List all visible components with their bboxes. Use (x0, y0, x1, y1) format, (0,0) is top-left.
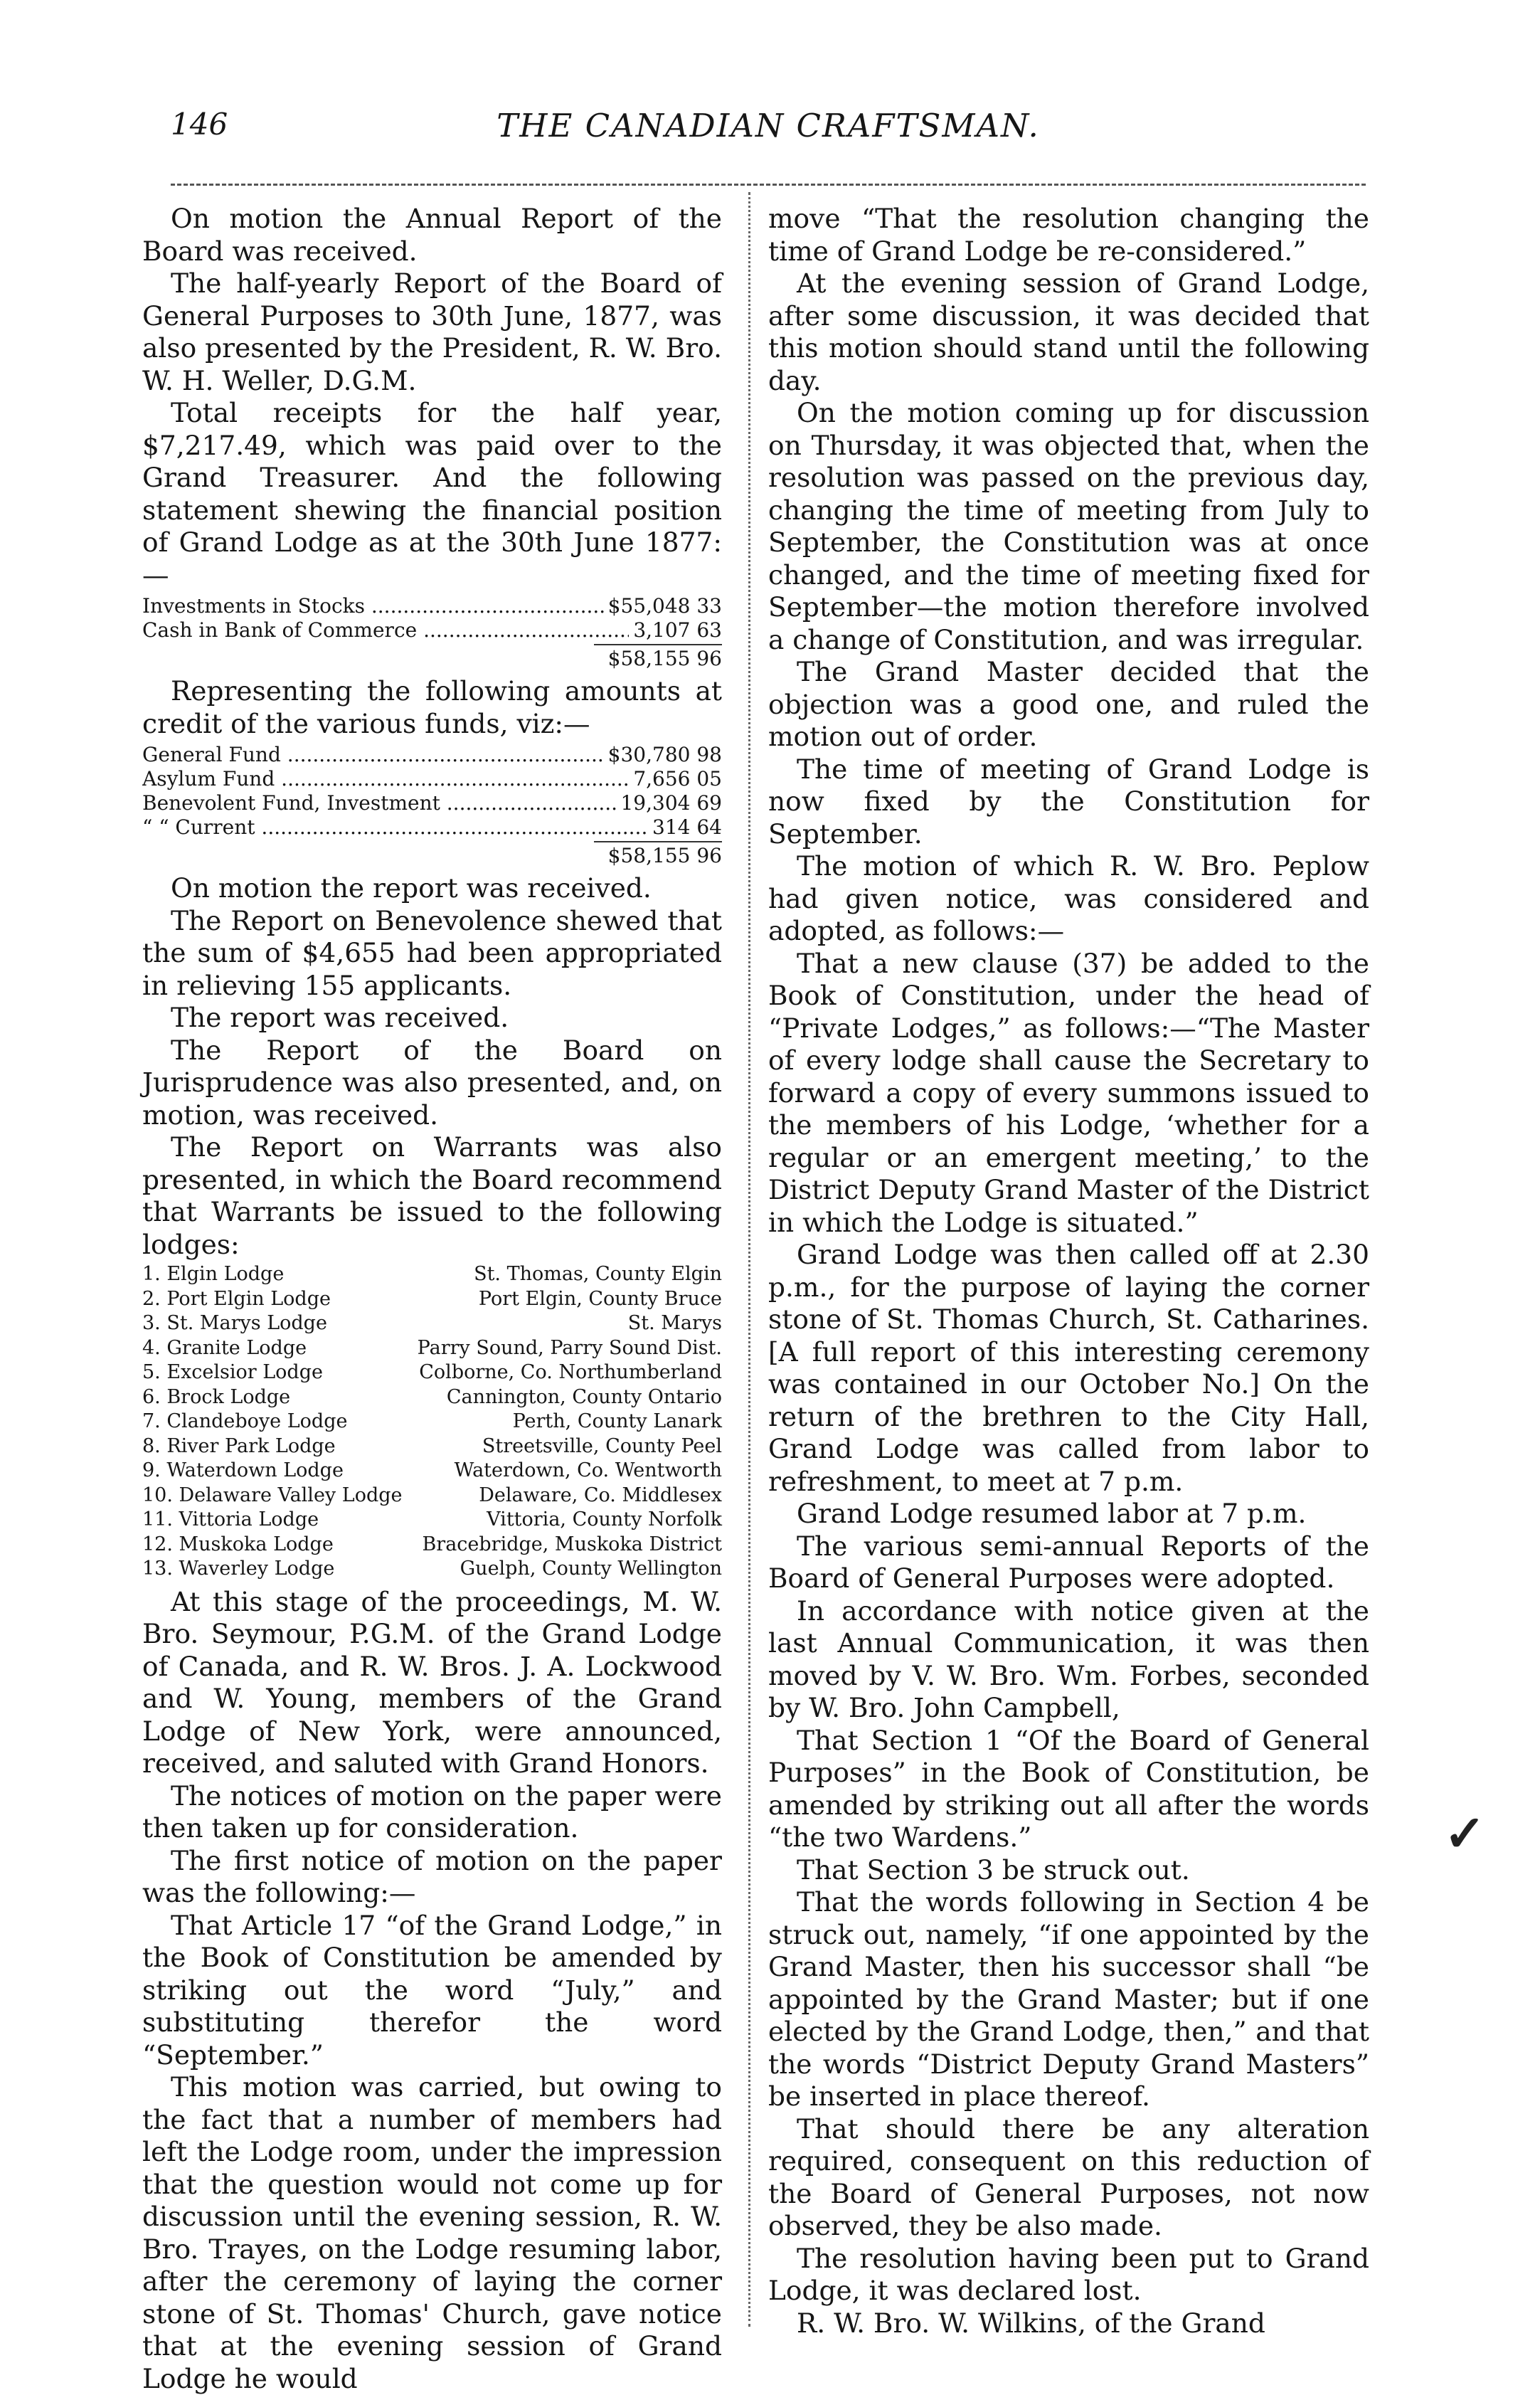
statement-row (142, 743, 722, 767)
statement-value: 3,107 63 (633, 618, 722, 642)
page-number: 146 (171, 107, 228, 142)
paragraph: That the words following in Section 4 be struck out, namely, “if one appointed by the Grand Master, then his successor shall “be appointed by the Grand Master; but if one elected by the Grand Lodge, then,” and that the words “District Deputy Grand Masters” be inserted in place thereof. (768, 1886, 1369, 2112)
list-item (142, 1262, 722, 1287)
paragraph: That a new clause (37) be added to the Book of Constitution, under the head of “Private Lodges,” as follows:—“The Master of every lodge shall cause the Secretary to forward a copy of every summons issued to the members of his Lodge, ‘whether for a regular or an emergent meeting,’ to the District Deputy Grand Master of the District in which the Lodge is situated.” (768, 947, 1369, 1238)
statement-value: $30,780 98 (607, 743, 722, 766)
paragraph: This motion was carried, but owing to the fact that a number of members had left the Lodge room, under the impression that the question would not come up for discussion until the evening session, R. W. Bro. Trayes, on the Lodge resuming labor, after the ceremony of laying the corner stone of St. Thomas' Church, gave notice that at the evening session of Grand Lodge he would (142, 2071, 722, 2394)
lodge-place: St. Marys (627, 1312, 722, 1334)
paragraph: At this stage of the proceedings, M. W. Bro. Seymour, P.G.M. of the Grand Lodge of Canada, and R. W. Bros. J. A. Lockwood and W. Young, members of the Grand Lodge of New York, were announced, received, and saluted with Grand Honors. (142, 1585, 722, 1779)
list-item (142, 1484, 722, 1508)
lodge-place: Guelph, County Wellington (460, 1558, 722, 1580)
paragraph: That Article 17 “of the Grand Lodge,” in the Book of Constitution be amended by striking out the word “July,” and substituting therefor the word “September.” (142, 1909, 722, 2071)
paragraph: That Section 1 “Of the Board of General Purposes” in the Book of Constitution, be amended by striking out all after the words “the two Wardens.” (768, 1724, 1369, 1853)
sum-rule (594, 841, 722, 842)
column-divider (748, 192, 750, 2327)
paragraph: The report was received. (171, 1002, 509, 1033)
paragraph: Grand Lodge resumed labor at 7 p.m. (797, 1498, 1307, 1529)
list-item (142, 1336, 722, 1361)
lodge-name: 10. Delaware Valley Lodge (142, 1484, 403, 1506)
statement-value: 314 64 (652, 815, 722, 839)
statement-total: $58,155 96 (607, 844, 722, 867)
lodge-list (142, 1262, 722, 1582)
paragraph: That should there be any alteration required, consequent on this reduction of the Board of General Purposes, not now observed, they be also made. (768, 2113, 1369, 2241)
statement-row (142, 815, 722, 840)
header-rule (171, 184, 1366, 186)
lodge-place: Streetsville, County Peel (482, 1434, 722, 1457)
lodge-name: 1. Elgin Lodge (142, 1263, 285, 1285)
list-item (142, 1434, 722, 1459)
paragraph: The resolution having been put to Grand Lodge, it was declared lost. (768, 2242, 1369, 2306)
lodge-place: Waterdown, Co. Wentworth (454, 1459, 722, 1481)
paragraph: On motion the report was received. (171, 872, 652, 904)
list-item (142, 1533, 722, 1558)
lodge-place: Bracebridge, Muskoka District (422, 1533, 722, 1555)
lodge-place: Delaware, Co. Middlesex (479, 1484, 722, 1506)
list-item (142, 1311, 722, 1336)
lodge-name: 8. River Park Lodge (142, 1434, 336, 1457)
statement-label: General Fund ..... (142, 743, 604, 767)
paragraph: In accordance with notice given at the last Annual Communication, it was then moved by V. W. Bro. Wm. Forbes, seconded by W. Bro. John Campbell, (768, 1595, 1369, 1723)
paragraph: R. W. Bro. W. Wilkins, of the Grand (797, 2307, 1265, 2339)
lodge-place: Parry Sound, Parry Sound Dist. (417, 1336, 722, 1359)
lodge-name: 2. Port Elgin Lodge (142, 1287, 331, 1310)
statement-row (142, 594, 722, 618)
lodge-name: 12. Muskoka Lodge (142, 1533, 334, 1555)
list-item (142, 1360, 722, 1385)
paragraph: Total receipts for the half year, $7,217.49, which was paid over to the Grand Treasurer. And the following statement shewing the financial position of Grand Lodge as at the 30th June 1877:— (142, 397, 722, 591)
paragraph: At the evening session of Grand Lodge, after some discussion, it was decided that this motion should stand until the following day. (768, 268, 1369, 396)
statement-label: Investments in Stocks ..... (142, 594, 604, 618)
lodge-place: Colborne, Co. Northumberland (419, 1361, 722, 1383)
statement-row (142, 618, 722, 643)
paragraph: The Grand Master decided that the objection was a good one, and ruled the motion out of order. (768, 656, 1369, 752)
paragraph: The Report of the Board on Jurisprudence was also presented, and, on motion, was received. (142, 1034, 722, 1131)
paragraph: move “That the resolution changing the time of Grand Lodge be re-considered.” (768, 203, 1369, 267)
list-item (142, 1508, 722, 1533)
paragraph: The Report on Benevolence shewed that the sum of $4,655 had been appropriated in relieving 155 applicants. (142, 904, 722, 1001)
lodge-place: St. Thomas, County Elgin (474, 1263, 722, 1285)
left-column (142, 203, 722, 2395)
lodge-place: Cannington, County Ontario (446, 1385, 722, 1408)
list-item (142, 1287, 722, 1312)
page-header (171, 107, 1366, 164)
lodge-place: Vittoria, County Norfolk (487, 1508, 722, 1530)
statement-label: Benevolent Fund, Investment ..... (142, 791, 616, 815)
funds-statement (142, 743, 722, 868)
lodge-name: 11. Vittoria Lodge (142, 1508, 319, 1530)
paragraph: On the motion coming up for discussion on Thursday, it was objected that, when the resolution was passed on the previous day, changing the time of meeting from July to September, the Constitution was at once changed, and the time of meeting fixed for September—the motion therefore involved a change of Constitution, and was irregular. (768, 397, 1369, 655)
sum-rule (594, 644, 722, 645)
statement-value: $55,048 33 (607, 594, 722, 618)
paragraph: The motion of which R. W. Bro. Peplow had given notice, was considered and adopted, as follows:— (768, 850, 1369, 946)
list-item (142, 1385, 722, 1410)
statement-value: 7,656 05 (633, 767, 722, 791)
paragraph: The half-yearly Report of the Board of General Purposes to 30th June, 1877, was also presented by the President, R. W. Bro. W. H. Weller, D.G.M. (142, 268, 722, 396)
paragraph: The Report on Warrants was also presented, in which the Board recommend that Warrants be issued to the following lodges: (142, 1131, 722, 1260)
statement-label: “ “ Current ..... (142, 815, 648, 840)
lodge-name: 9. Waterdown Lodge (142, 1459, 344, 1481)
paragraph: The first notice of motion on the paper was the following:— (142, 1844, 722, 1908)
list-item (142, 1557, 722, 1582)
list-item (142, 1410, 722, 1434)
lodge-name: 6. Brock Lodge (142, 1385, 291, 1408)
paragraph: On motion the Annual Report of the Board was received. (142, 203, 722, 267)
lodge-name: 5. Excelsior Lodge (142, 1361, 323, 1383)
running-title: THE CANADIAN CRAFTSMAN. (496, 107, 1040, 144)
statement-label: Asylum Fund ..... (142, 767, 629, 791)
lodge-place: Port Elgin, County Bruce (478, 1287, 722, 1310)
statement-row (142, 791, 722, 815)
paragraph: The time of meeting of Grand Lodge is now fixed by the Constitution for September. (768, 753, 1369, 850)
statement-total: $58,155 96 (607, 647, 722, 670)
paragraph: That Section 3 be struck out. (797, 1854, 1190, 1886)
lodge-name: 7. Clandeboye Lodge (142, 1410, 348, 1432)
lodge-place: Perth, County Lanark (512, 1410, 722, 1432)
lodge-name: 4. Granite Lodge (142, 1336, 307, 1359)
list-item (142, 1459, 722, 1484)
statement-value: 19,304 69 (620, 791, 722, 815)
paragraph: Representing the following amounts at credit of the various funds, viz:— (142, 675, 722, 739)
lodge-name: 13. Waverley Lodge (142, 1558, 335, 1580)
financial-statement (142, 594, 722, 671)
statement-label: Cash in Bank of Commerce ..... (142, 618, 629, 643)
lodge-name: 3. St. Marys Lodge (142, 1312, 327, 1334)
paragraph: The various semi-annual Reports of the Board of General Purposes were adopted. (768, 1530, 1369, 1594)
paragraph: Grand Lodge was then called off at 2.30 p.m., for the purpose of laying the corner stone of St. Thomas Church, St. Catharines. [A full report of this interesting ceremony was contained in our October No.] On the return of the brethren to the City Hall, Grand Lodge was called from labor to refreshment, to meet at 7 p.m. (768, 1239, 1369, 1497)
statement-row (142, 767, 722, 791)
paragraph: The notices of motion on the paper were then taken up for consideration. (142, 1780, 722, 1844)
margin-tick-mark: ✓ (1444, 1804, 1486, 1863)
right-column (768, 203, 1369, 2340)
